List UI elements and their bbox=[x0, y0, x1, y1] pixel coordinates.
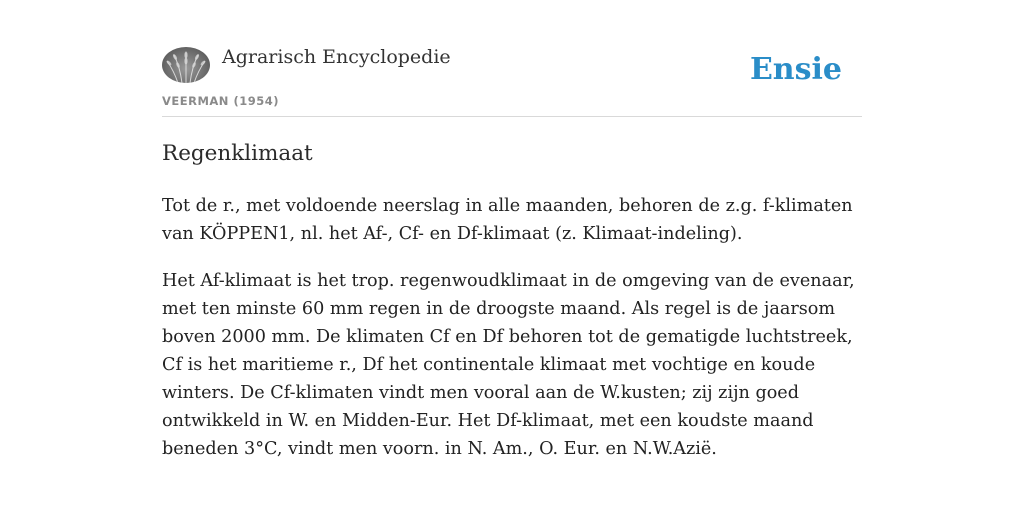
article-paragraph: Tot de r., met voldoende neerslag in alle maanden, behoren de z.g. f-klimaten van KÖPPEN1, nl. het Af-, Cf- en Df-klimaat (z. Klimaat-indeling). bbox=[162, 196, 853, 244]
ensie-brand-link[interactable]: Ensie bbox=[749, 52, 842, 87]
header bbox=[162, 0, 862, 117]
encyclopedia-title[interactable]: Agrarisch Encyclopedie bbox=[222, 46, 451, 68]
page bbox=[162, 0, 862, 459]
article-paragraph: Het Af-klimaat is het trop. regenwoudklimaat in de omgeving van de evenaar, met ten minste 60 mm regen in de droogste maand. Als regel is de jaarsom boven 2000 mm. De klimaten Cf en Df behoren tot de gematigde luchtstreek, Cf is het maritieme r., Df het continentale klimaat met vochtige en koude winters. De Cf-klimaten vindt men vooral aan de W.kusten; zij zijn goed ontwikkeld in W. en Midden-Eur. Het Df-klimaat, met een koudste maand beneden 3°C, vindt men voorn. in N. Am., O. Eur. en N.W.Azië. bbox=[162, 271, 855, 459]
source-label: VEERMAN (1954) bbox=[162, 94, 279, 108]
article-body bbox=[162, 192, 862, 482]
article-title: Regenklimaat bbox=[162, 141, 313, 166]
wheat-logo-icon[interactable] bbox=[162, 47, 210, 83]
